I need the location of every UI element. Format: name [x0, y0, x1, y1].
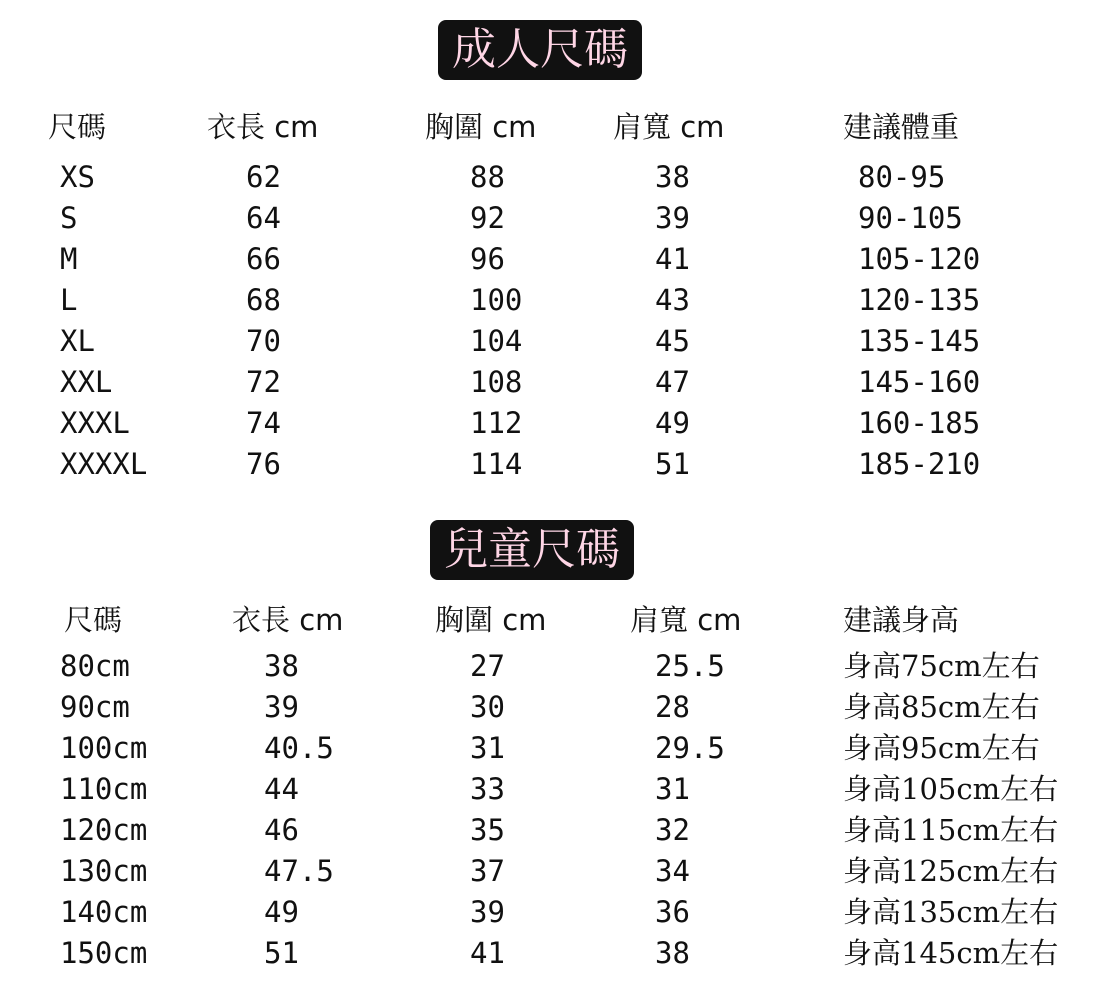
cell-size: XXXXL: [60, 447, 148, 481]
cell-length: 62: [246, 160, 281, 194]
cell-size: 90cm: [60, 690, 130, 724]
header-suggestion: 建議身高: [843, 603, 960, 637]
cell-length: 66: [246, 242, 281, 276]
cell-size: XL: [60, 324, 95, 358]
cell-chest: 104: [470, 324, 523, 358]
cell-shoulder: 47: [655, 365, 690, 399]
cell-shoulder: 49: [655, 406, 690, 440]
cell-shoulder: 34: [655, 854, 690, 888]
table-row: [0, 892, 1102, 932]
cell-suggestion: 90-105: [858, 201, 963, 235]
cell-size: XS: [60, 160, 95, 194]
table-row: [0, 280, 1102, 320]
cell-size: 100cm: [60, 731, 148, 765]
table-row: [0, 646, 1102, 686]
cell-suggestion: 120-135: [858, 283, 981, 317]
header-length: 衣長 cm: [232, 603, 344, 637]
cell-suggestion: 身高105cm左右: [843, 772, 1059, 806]
header-suggestion: 建議體重: [843, 110, 960, 144]
cell-length: 40.5: [264, 731, 334, 765]
cell-chest: 114: [470, 447, 523, 481]
cell-shoulder: 39: [655, 201, 690, 235]
cell-length: 70: [246, 324, 281, 358]
table-row: [0, 321, 1102, 361]
cell-chest: 37: [470, 854, 505, 888]
table-row: [0, 687, 1102, 727]
table-row: [0, 769, 1102, 809]
table-row: [0, 198, 1102, 238]
cell-shoulder: 28: [655, 690, 690, 724]
cell-suggestion: 105-120: [858, 242, 981, 276]
cell-shoulder: 38: [655, 936, 690, 970]
header-size: 尺碼: [64, 603, 123, 637]
cell-size: 120cm: [60, 813, 148, 847]
cell-suggestion: 身高145cm左右: [843, 936, 1059, 970]
table-row: [0, 403, 1102, 443]
cell-shoulder: 51: [655, 447, 690, 481]
header-length: 衣長 cm: [207, 110, 319, 144]
cell-suggestion: 身高125cm左右: [843, 854, 1059, 888]
cell-chest: 100: [470, 283, 523, 317]
cell-size: 140cm: [60, 895, 148, 929]
cell-length: 46: [264, 813, 299, 847]
cell-size: S: [60, 201, 78, 235]
adult-header-row: [0, 107, 1102, 147]
cell-suggestion: 身高135cm左右: [843, 895, 1059, 929]
cell-chest: 92: [470, 201, 505, 235]
cell-suggestion: 身高85cm左右: [843, 690, 1040, 724]
cell-length: 76: [246, 447, 281, 481]
cell-length: 38: [264, 649, 299, 683]
header-size: 尺碼: [48, 110, 107, 144]
cell-size: 80cm: [60, 649, 130, 683]
cell-suggestion: 185-210: [858, 447, 981, 481]
cell-shoulder: 32: [655, 813, 690, 847]
cell-length: 64: [246, 201, 281, 235]
adult-size-title: 成人尺碼: [438, 20, 642, 80]
cell-shoulder: 38: [655, 160, 690, 194]
header-chest: 胸圍 cm: [425, 110, 537, 144]
cell-shoulder: 25.5: [655, 649, 725, 683]
cell-chest: 27: [470, 649, 505, 683]
table-row: [0, 728, 1102, 768]
cell-size: 150cm: [60, 936, 148, 970]
table-row: [0, 810, 1102, 850]
cell-shoulder: 41: [655, 242, 690, 276]
table-row: [0, 362, 1102, 402]
cell-shoulder: 31: [655, 772, 690, 806]
cell-chest: 31: [470, 731, 505, 765]
header-chest: 胸圍 cm: [435, 603, 547, 637]
cell-shoulder: 43: [655, 283, 690, 317]
cell-length: 47.5: [264, 854, 334, 888]
table-row: [0, 157, 1102, 197]
kids-header-row: [0, 600, 1102, 640]
cell-length: 49: [264, 895, 299, 929]
cell-suggestion: 身高95cm左右: [843, 731, 1040, 765]
kids-size-title: 兒童尺碼: [430, 520, 634, 580]
cell-length: 74: [246, 406, 281, 440]
cell-chest: 33: [470, 772, 505, 806]
cell-shoulder: 36: [655, 895, 690, 929]
cell-size: 130cm: [60, 854, 148, 888]
cell-chest: 88: [470, 160, 505, 194]
cell-length: 44: [264, 772, 299, 806]
cell-size: XXL: [60, 365, 113, 399]
cell-chest: 30: [470, 690, 505, 724]
header-shoulder: 肩寬 cm: [613, 110, 725, 144]
cell-length: 68: [246, 283, 281, 317]
cell-shoulder: 29.5: [655, 731, 725, 765]
cell-length: 72: [246, 365, 281, 399]
cell-size: 110cm: [60, 772, 148, 806]
cell-chest: 112: [470, 406, 523, 440]
cell-suggestion: 160-185: [858, 406, 981, 440]
cell-length: 51: [264, 936, 299, 970]
cell-size: XXXL: [60, 406, 130, 440]
cell-suggestion: 135-145: [858, 324, 981, 358]
cell-suggestion: 80-95: [858, 160, 946, 194]
table-row: [0, 444, 1102, 484]
cell-chest: 108: [470, 365, 523, 399]
table-row: [0, 933, 1102, 973]
cell-shoulder: 45: [655, 324, 690, 358]
cell-chest: 96: [470, 242, 505, 276]
cell-suggestion: 145-160: [858, 365, 981, 399]
cell-suggestion: 身高75cm左右: [843, 649, 1040, 683]
cell-chest: 39: [470, 895, 505, 929]
cell-size: M: [60, 242, 78, 276]
table-row: [0, 239, 1102, 279]
cell-chest: 35: [470, 813, 505, 847]
header-shoulder: 肩寬 cm: [630, 603, 742, 637]
cell-chest: 41: [470, 936, 505, 970]
cell-suggestion: 身高115cm左右: [843, 813, 1059, 847]
cell-size: L: [60, 283, 78, 317]
table-row: [0, 851, 1102, 891]
cell-length: 39: [264, 690, 299, 724]
